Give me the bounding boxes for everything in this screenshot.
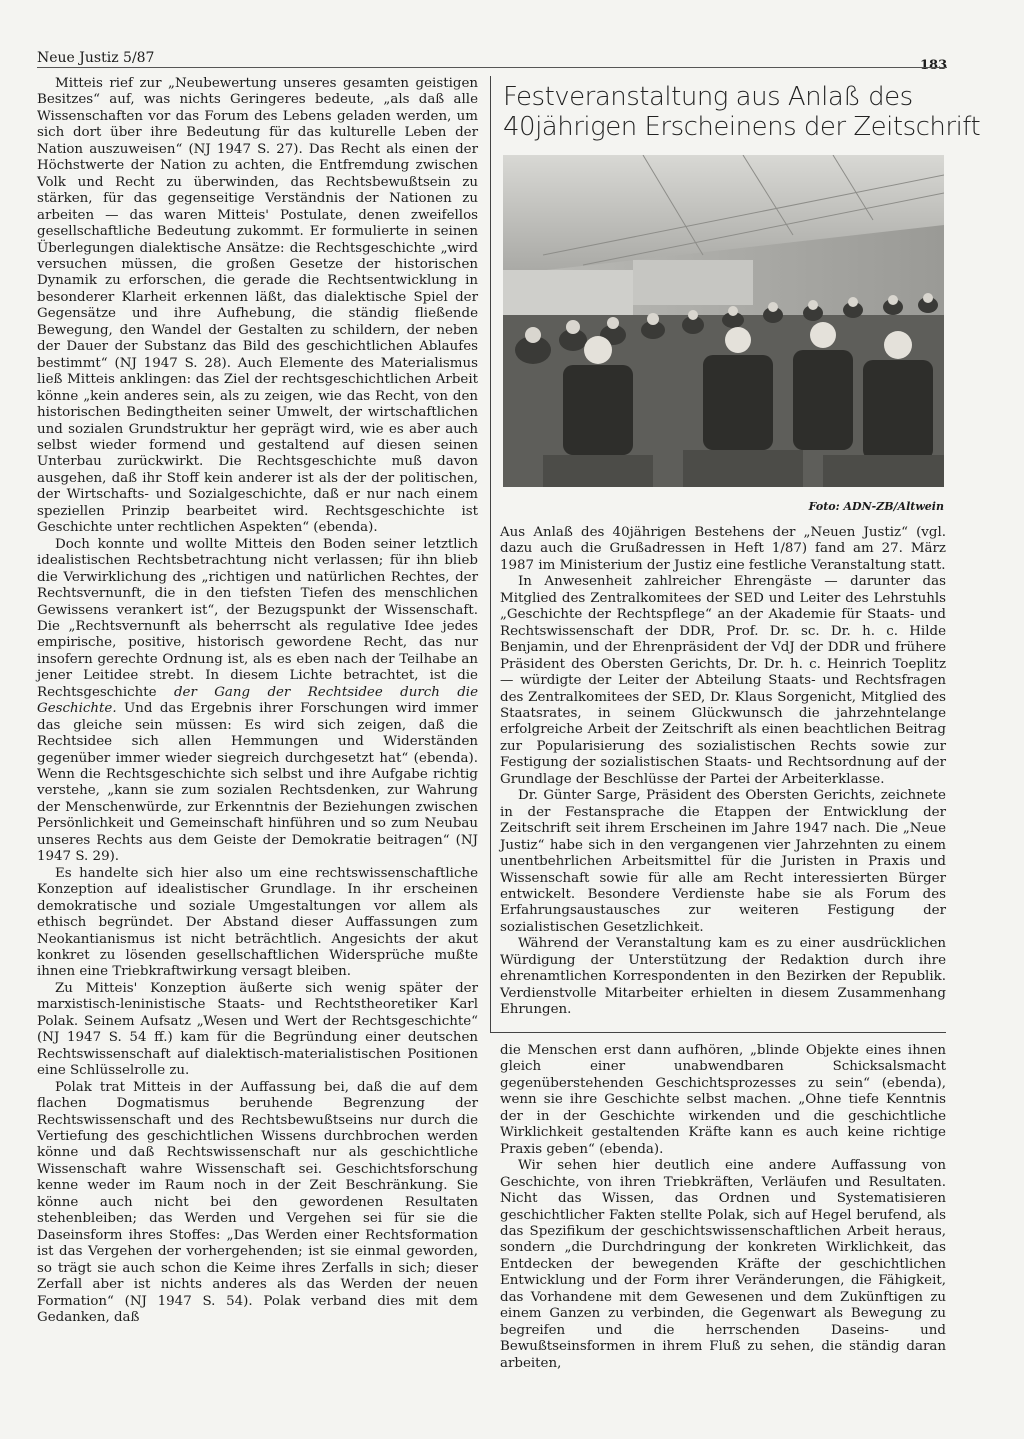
paragraph: die Menschen erst dann aufhören, „blinde Objekte eines ihnen gleich einer unabwendbaren Schicksalsmacht gegenüberstehenden Geschichtsprozesses zu sein“ (ebenda), wenn sie ihre Geschichte selbst machen. „Ohne tiefe Kenntnis der in der Geschichte wirkenden und die geschichtliche Wirklichkeit gestaltenden Kräfte kann es auch keine richtige Praxis geben“ (ebenda).	[500, 1043, 946, 1157]
paragraph: Mitteis rief zur „Neubewertung unseres gesamten geistigen Besitzes“ auf, was nichts Geringeres bedeute, „als daß alle Wissenschaften vor das Forum des Lebens geladen werden, um sich dort über ihre Bedeutung für das kulturelle Leben der Nation auszuweisen“ (NJ 1947 S. 27). Das Recht als einen der Höchstwerte der Nation zu achten, die Entfremdung zwischen Volk und Recht zu überwinden, das Rechtsbewußtsein zu stärken, für das gegenseitige Verständnis der Nationen zu arbeiten — das waren Mitteis' Postulate, denen zweifellos gesellschaftliche Bedeutung zukommt. Er formulierte in seinen Überlegungen dialektische Ansätze: die Rechtsgeschichte „wird versuchen müssen, die großen Gesetze der historischen Dynamik zu erforschen, die gerade die Rechtsentwicklung in besonderer Klarheit erkennen läßt, das dialektische Spiel der Gegensätze und ihre Aufhebung, die ständig fließende Bewegung, den Wandel der Gestalten zu schildern, der neben der Dauer der Substanz das Bild des geschichtlichen Ablaufes bestimmt“ (NJ 1947 S. 28). Auch Elemente des Materialismus ließ Mitteis anklingen: das Ziel der rechtsgeschichtlichen Arbeit könne „kein anderes sein, als zu zeigen, wie das Recht, von den historischen Bedingtheiten seiner Umwelt, der wirtschaftlichen und sozialen Grundstruktur her geprägt wird, wie es aber auch selbst wieder formend und gestaltend auf diesen seinen Unterbau zurückwirkt. Die Rechtsgeschichte muß davon ausgehen, daß ihr Stoff kein anderer ist als der der politischen, der Wirtschafts- und Sozialgeschichte, daß er nur nach einem speziellen Prinzip bearbeitet wird. Rechtsgeschichte ist Geschichte unter rechtlichen Aspekten“ (ebenda).	[37, 76, 478, 536]
emphasis-text: der Gang der Rechtsidee durch die Geschichte.	[37, 684, 478, 717]
journal-issue-header: Neue Justiz 5/87	[37, 50, 155, 66]
paragraph	[37, 537, 478, 866]
paragraph: Aus Anlaß des 40jährigen Bestehens der „Neuen Justiz“ (vgl. dazu auch die Grußadressen in Heft 1/87) fand am 27. März 1987 im Ministerium der Justiz eine festliche Veranstaltung statt.	[500, 525, 946, 573]
feature-title-line: 40jährigen Erscheinens der Zeitschrift	[503, 112, 981, 142]
left-article-column	[37, 76, 478, 1326]
paragraph: In Anwesenheit zahlreicher Ehrengäste — darunter das Mitglied des Zentralkomitees der SED und Leiter des Lehrstuhls „Geschichte der Rechtspflege“ an der Akademie für Staats- und Rechtswissenschaft der DDR, Prof. Dr. sc. Dr. h. c. Hilde Benjamin, und der Ehrenpräsident der VdJ der DDR und frühere Präsident des Obersten Gerichts, Dr. Dr. h. c. Heinrich Toeplitz — würdigte der Leiter der Abteilung Staats- und Rechtsfragen des Zentralkomitees der SED, Dr. Klaus Sorgenicht, Mitglied des Staatsrates, in seinem Glückwunsch die jahrzehntelange erfolgreiche Arbeit der Zeitschrift als einen beachtlichen Beitrag zur Popularisierung des sozialistischen Rechts sowie zur Festigung der sozialistischen Staats- und Rechtsordnung auf der Grundlage der Beschlüsse der Partei der Arbeiterklasse.	[500, 574, 946, 787]
paragraph: Zu Mitteis' Konzeption äußerte sich wenig später der marxistisch-leninistische Staats- und Rechtstheoretiker Karl Polak. Seinem Aufsatz „Wesen und Wert der Rechtsgeschichte“ (NJ 1947 S. 54 ff.) kam für die Begründung einer deutschen Rechtswissenschaft auf dialektisch-materialistischen Positionen eine Schlüsselrolle zu.	[37, 980, 478, 1079]
paragraph: Wir sehen hier deutlich eine andere Auffassung von Geschichte, von ihren Triebkräften, Verläufen und Resultaten. Nicht das Wissen, das Ordnen und Systematisieren geschichtlicher Fakten stellte Polak, sich auf Hegel berufend, als das Spezifikum der geschichtswissenschaftlichen Arbeit heraus, sondern „die Durchdringung der konkreten Wirklichkeit, das Entdecken der bewegenden Kräfte der geschichtlichen Entwicklung und der Form ihrer Veränderungen, die Fähigkeit, das Vorhandene mit dem Gewesenen und dem Zukünftigen zu einem Ganzen zu verbinden, die Gegenwart als Bewegung zu begreifen und die herrschenden Daseins- und Bewußtseinsformen in ihrem Fluß zu sehen, die ständig daran arbeiten,	[500, 1158, 946, 1371]
paragraph-text: Und das Ergebnis ihrer Forschungen wird immer das gleiche sein müssen: Es wird sich zeigen, daß die Rechtsidee sich allen Hemmungen und Widerständen gegenüber immer wieder siegreich durchgesetzt hat“ (ebenda). Wenn die Rechtsgeschichte sich selbst und ihre Aufgabe richtig verstehe, „kann sie zum sozialen Rechtsdenken, zur Wahrung der Menschenwürde, zur Erkenntnis der Beziehungen zwischen Persönlichkeit und Gemeinschaft hinführen und so zum Neubau unseres Rechts aus dem Geiste der Demokratie beitragen“ (NJ 1947 S. 29).	[37, 701, 478, 865]
feature-title-line: Festveranstaltung aus Anlaß des	[503, 82, 913, 112]
paragraph: Es handelte sich hier also um eine rechtswissenschaftliche Konzeption auf idealistischer Grundlage. In ihr erscheinen demokratische und soziale Umgestaltungen vor allem als ethisch begründet. Der Abstand dieser Auffassungen zum Neokantianismus ist nicht beträchtlich. Angesichts der akut konkret zu lösenden gesellschaftlichen Widersprüche mußte ihnen eine Triebkraftwirkung versagt bleiben.	[37, 865, 478, 980]
right-article-column	[500, 1043, 946, 1372]
event-photo-image	[503, 155, 944, 487]
box-bottom-rule	[490, 1032, 946, 1033]
page-number: 183	[920, 58, 948, 73]
paragraph-text: Doch konnte und wollte Mitteis den Boden seiner letztlich idealistischen Rechtsbetrachtung nicht verlassen; für ihn blieb die Verwirklichung des „richtigen und natürlichen Rechtes, der Rechtsvernunft, die in den tiefsten Tiefen des menschlichen Gewissens verankert ist“, der Bezugspunkt der Wissenschaft. Die „Rechtsvernunft als beherrscht als regulative Idee jedes empirische, positive, historisch gewordene Recht, das nur insofern gerechte Ordnung ist, als es eben nach der Teilhabe an jener Leitidee strebt. In diesem Lichte betrachtet, ist die Rechtsgeschichte	[37, 536, 478, 700]
photo-credit: Foto: ADN-ZB/Altwein	[808, 500, 944, 513]
paragraph: Polak trat Mitteis in der Auffassung bei, daß die auf dem flachen Dogmatismus beruhende Begrenzung der Rechtswissenschaft und des Rechtsbewußtseins nur durch die Vertiefung des geschichtlichen Wissens durchbrochen werden könne und daß Rechtswissenschaft nur als geschichtliche Wissenschaft wahre Wissenschaft sei. Geschichtsforschung kenne weder im Raum noch in der Zeit Beschränkung. Sie könne auch nicht bei den gewordenen Resultaten stehenbleiben; das Werden und Vergehen sei für sie die Daseinsform ihres Stoffes: „Das Werden einer Rechtsformation ist das Vergehen der vorhergehenden; ist sie einmal geworden, so trägt sie auch schon die Keime ihres Zerfalls in sich; dieser Zerfall aber ist nichts anderes als das Werden der neuen Formation“ (NJ 1947 S. 54). Polak verband dies mit dem Gedanken, daß	[37, 1079, 478, 1325]
feature-title	[503, 82, 981, 142]
paragraph: Während der Veranstaltung kam es zu einer ausdrücklichen Würdigung der Unterstützung der Redaktion durch ihre ehrenamtlichen Korrespondenten in den Bezirken der Republik. Verdienstvolle Mitarbeiter erhielten in diesem Zusammenhang Ehrungen.	[500, 936, 946, 1018]
event-photo	[503, 155, 944, 487]
header-rule	[37, 67, 947, 68]
feature-report-text	[500, 525, 946, 1019]
paragraph: Dr. Günter Sarge, Präsident des Obersten Gerichts, zeichnete in der Festansprache die Etappen der Entwicklung der Zeitschrift seit ihrem Erscheinen im Jahre 1947 nach. Die „Neue Justiz“ habe sich in den vergangenen vier Jahrzehnten zu einem unentbehrlichen Arbeitsmittel für die Juristen in Praxis und Wissenschaft sowie für alle am Recht interessierten Bürger entwickelt. Besondere Verdienste habe sie als Forum des Erfahrungsaustausches zur weiteren Festigung der sozialistischen Gesetzlichkeit.	[500, 788, 946, 935]
column-rule	[490, 76, 491, 1032]
